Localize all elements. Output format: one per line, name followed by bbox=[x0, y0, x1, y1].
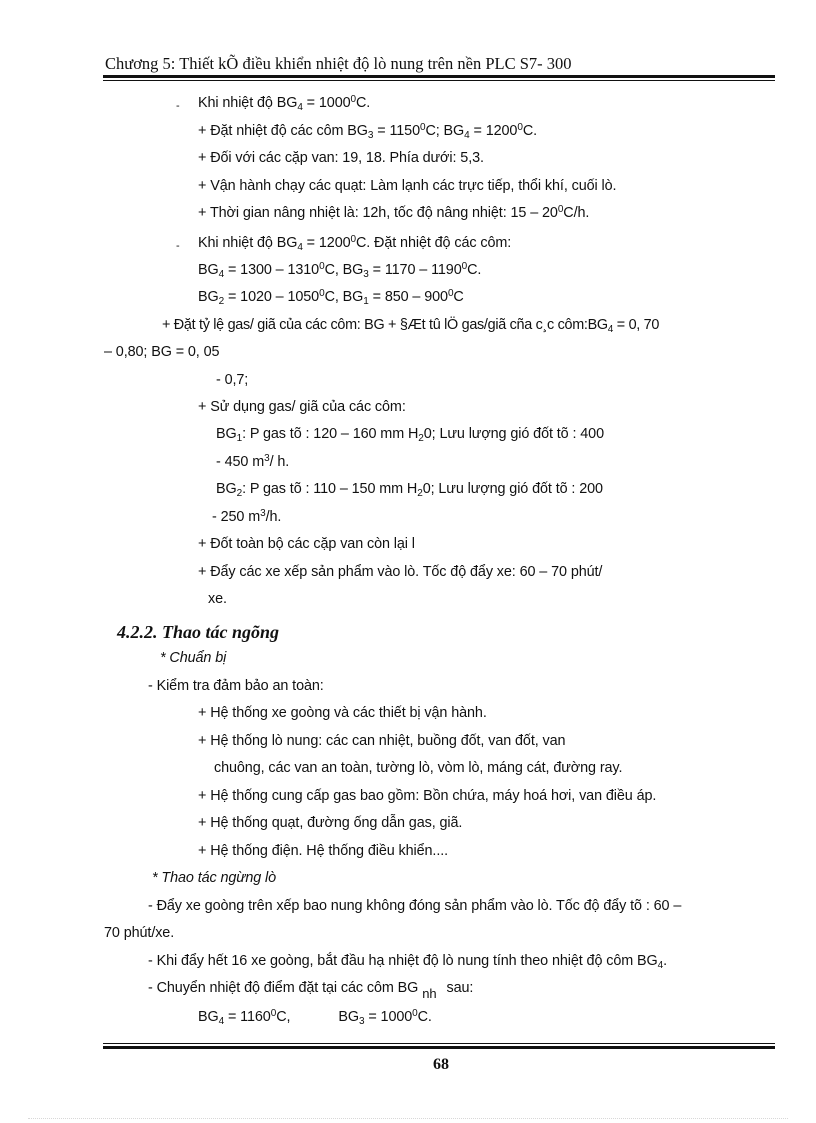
page-number: 68 bbox=[433, 1056, 449, 1073]
list-item: + Hệ thống xe goòng và các thiết bị vận hành. bbox=[198, 705, 487, 721]
list-item: chuông, các van an toàn, tường lò, vòm lò, máng cát, đường ray. bbox=[214, 760, 623, 776]
list-item: + Hệ thống lò nung: các can nhiệt, buồng đốt, van đốt, van bbox=[198, 733, 566, 749]
paragraph-line: - Đẩy xe goòng trên xếp bao nung không đóng sản phẩm vào lò. Tốc độ đẩy tõ : 60 – bbox=[148, 898, 682, 914]
paragraph-line: – 0,80; BG = 0, 05 bbox=[104, 344, 220, 360]
subsection-label: * Chuẩn bị bbox=[160, 650, 227, 666]
bullet-marker: - bbox=[176, 240, 180, 252]
paragraph-line: - Kiểm tra đảm bảo an toàn: bbox=[148, 678, 324, 694]
chapter-header: Chương 5: Thiết kÕ điều khiển nhiệt độ lò nung trên nền PLC S7- 300 bbox=[105, 54, 572, 73]
page-edge-divider bbox=[28, 1118, 788, 1119]
list-item: + Hệ thống cung cấp gas bao gồm: Bồn chứa, máy hoá hơi, van điều áp. bbox=[198, 788, 657, 804]
paragraph-line: + Sử dụng gas/ giã của các côm: bbox=[198, 399, 406, 415]
subsection-label: * Thao tác ngừng lò bbox=[152, 870, 277, 886]
paragraph-line: xe. bbox=[208, 591, 227, 607]
list-item: + Hệ thống quạt, đường ống dẫn gas, giã. bbox=[198, 815, 463, 831]
paragraph-line: Khi nhiệt độ $BG_4 = 1200^0C$. Đặt nhiệt độ các côm: bbox=[198, 234, 512, 253]
paragraph-line: + Đặt tỷ lệ gas/ giã của các côm: BG + §Æt tû lÖ gas/giã cña c¸c $côm:BG_4 = 0$, 70 bbox=[162, 317, 660, 335]
paragraph-line: + Thời gian nâng nhiệt là: 12h, tốc độ nâng nhiệt: $15 - 20^0C/h$. bbox=[198, 204, 590, 221]
paragraph-line: + Đối với các cặp van: 19, 18. Phía dưới: 5,3. bbox=[198, 150, 484, 166]
paragraph-line: + Vận hành chạy các quạt: Làm lạnh các trực tiếp, thổi khí, cuối lò. bbox=[198, 178, 617, 194]
header-rule-thin bbox=[103, 80, 775, 81]
paragraph-line: 70 phút/xe. bbox=[104, 925, 175, 941]
section-heading: 4.2.2. Thao tác ngõng bbox=[117, 622, 280, 642]
paragraph-line: Khi nhiệt độ $BG_4 = 1000^0C$. bbox=[198, 94, 371, 113]
paragraph-line: - Khi đẩy hết 16 xe goòng, bắt đầu hạ nhiệt độ lò nung tính theo nhiệt độ côm $BG_4$. bbox=[148, 953, 668, 971]
paragraph-line: + Đặt nhiệt độ các côm $BG_3 = 1150^0C$; $BG_4 = 1200^0C$. bbox=[198, 122, 538, 141]
paragraph-line: - 450 $m^3/$ h. bbox=[216, 453, 290, 470]
paragraph-line: $BG_4 = 1160^0C$, $BG_3 = 1000^0C$. bbox=[198, 1008, 432, 1027]
footer-rule-thin bbox=[103, 1043, 775, 1044]
list-item: + Hệ thống điện. Hệ thống điều khiển.... bbox=[198, 843, 449, 859]
paragraph-line: - 0,7; bbox=[216, 372, 249, 388]
header-rule-thick bbox=[103, 75, 775, 78]
paragraph-line: $BG_2 = 1020 - 1050^0C$, $BG_1 = 850 - 900^0C$ bbox=[198, 288, 464, 307]
bullet-marker: - bbox=[176, 100, 180, 112]
paragraph-line: $BG_2$: P gas tõ : 110 – 150 mm $H_20$; Lưu lượng gió đốt tõ : 200 bbox=[216, 481, 603, 499]
paragraph-line: $BG_4 = 1300 - 1310^0C$, $BG_3 = 1170 - 1190^0C$. bbox=[198, 261, 482, 280]
paragraph-line: $BG_1$: P gas tõ : 120 – 160 mm $H_20$; Lưu lượng gió đốt tõ : 400 bbox=[216, 426, 604, 444]
footer-rule-thick bbox=[103, 1046, 775, 1049]
paragraph-line: - 250 $m^3/h$. bbox=[212, 508, 282, 525]
paragraph-line: + Đốt toàn bộ các cặp van còn lại l bbox=[198, 536, 415, 552]
paragraph-line: + Đẩy các xe xếp sản phẩm vào lò. Tốc độ đẩy xe: 60 – 70 phút/ bbox=[198, 564, 603, 580]
paragraph-line: - Chuyển nhiệt độ điểm đặt tại các côm BG $_{nh}$ sau: bbox=[148, 980, 474, 1001]
